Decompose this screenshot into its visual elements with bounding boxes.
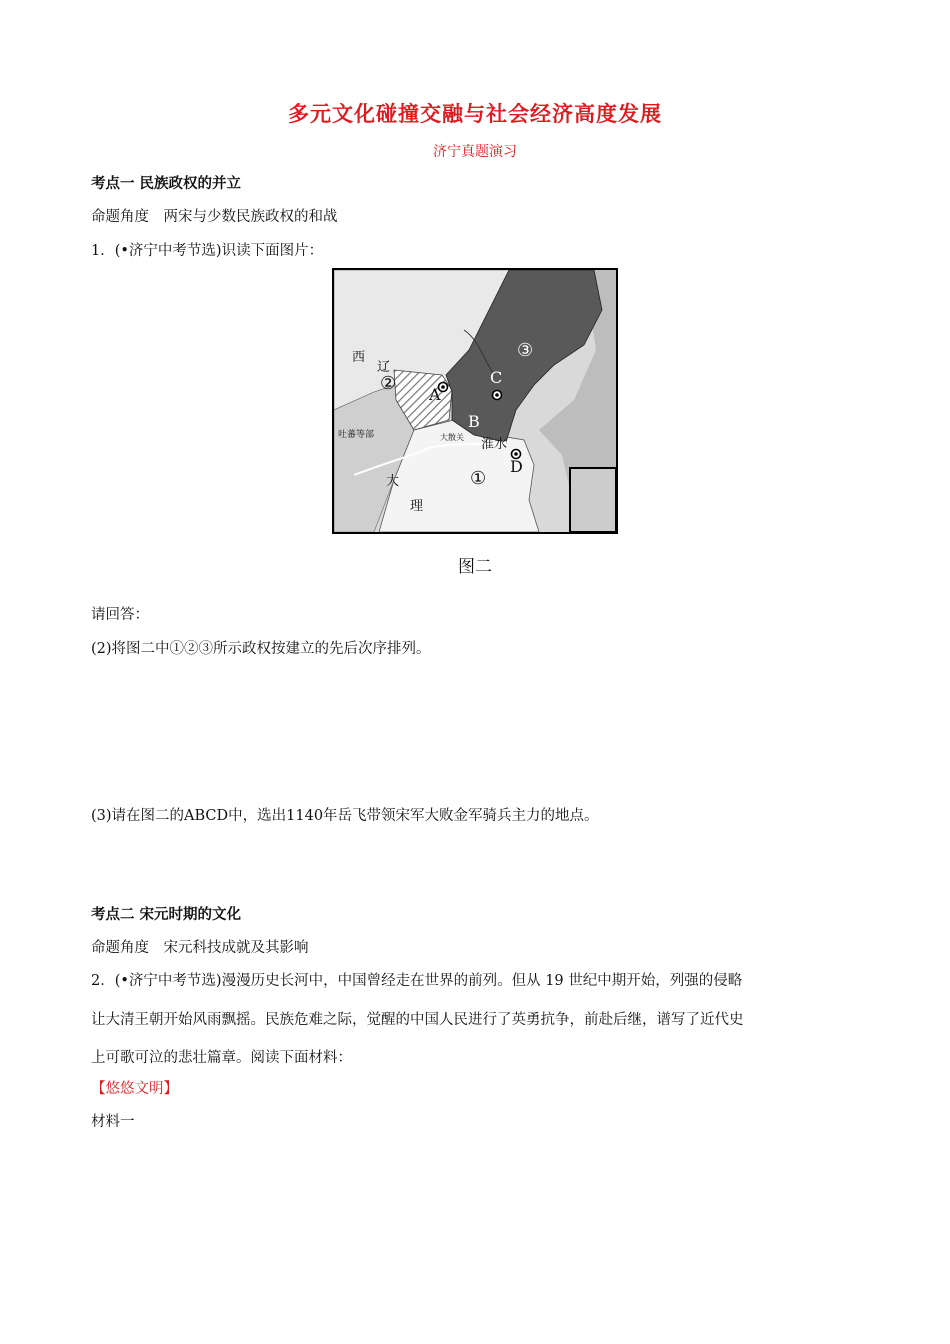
page-title: 多元文化碰撞交融与社会经济高度发展: [288, 101, 662, 126]
page-subtitle: 济宁真题演习: [433, 144, 517, 160]
question-1-part-3: (3)请在图二的ABCD中，选出1140年岳飞带领宋军大败金军骑兵主力的地点。: [91, 808, 599, 824]
section-1-angle: 命题角度 两宋与少数民族政权的和战: [91, 209, 338, 225]
song-jin-map: [332, 268, 618, 534]
map-label-regime-2: ②: [380, 373, 397, 394]
map-caption: 图二: [458, 557, 492, 577]
material-one-label: 材料一: [91, 1114, 135, 1130]
section-2-angle: 命题角度 宋元科技成就及其影响: [91, 940, 309, 956]
map-label-li: 理: [410, 499, 424, 514]
question-2-line-3: 上可歌可泣的悲壮篇章。阅读下面材料：: [91, 1050, 352, 1066]
map-label-d: D: [510, 457, 523, 476]
map-label-a: A: [429, 385, 441, 404]
question-1-prompt: 请回答：: [91, 607, 149, 623]
map-label-huaishui: 淮水: [481, 437, 508, 452]
map-label-regime-1: ①: [470, 468, 487, 489]
map-label-b: B: [468, 412, 480, 431]
map-label-dasanguan: 大散关: [440, 433, 464, 442]
question-1-intro: 1．(•济宁中考节选)识读下面图片：: [91, 243, 324, 259]
map-label-tubo: 吐蕃等部: [338, 430, 375, 440]
map-label-regime-3: ③: [517, 340, 534, 361]
question-1-part-2: (2)将图二中①②③所示政权按建立的先后次序排列。: [91, 641, 431, 657]
question-2-line-1: 2．(•济宁中考节选)漫漫历史长河中，中国曾经走在世界的前列。但从 19 世纪中期开始，列强的侵略: [91, 973, 743, 989]
map-label-liao: 辽: [377, 360, 391, 375]
material-tag: 【悠悠文明】: [91, 1081, 178, 1097]
section-1-heading: 考点一 民族政权的并立: [91, 175, 242, 192]
question-2-line-2: 让大清王朝开始风雨飘摇。民族危难之际，觉醒的中国人民进行了英勇抗争，前赴后继，谱写了近代史: [91, 1012, 744, 1028]
map-label-c: C: [490, 368, 503, 387]
map-label-xi: 西: [352, 350, 366, 365]
map-label-da: 大: [386, 474, 400, 489]
section-2-heading: 考点二 宋元时期的文化: [91, 906, 242, 923]
